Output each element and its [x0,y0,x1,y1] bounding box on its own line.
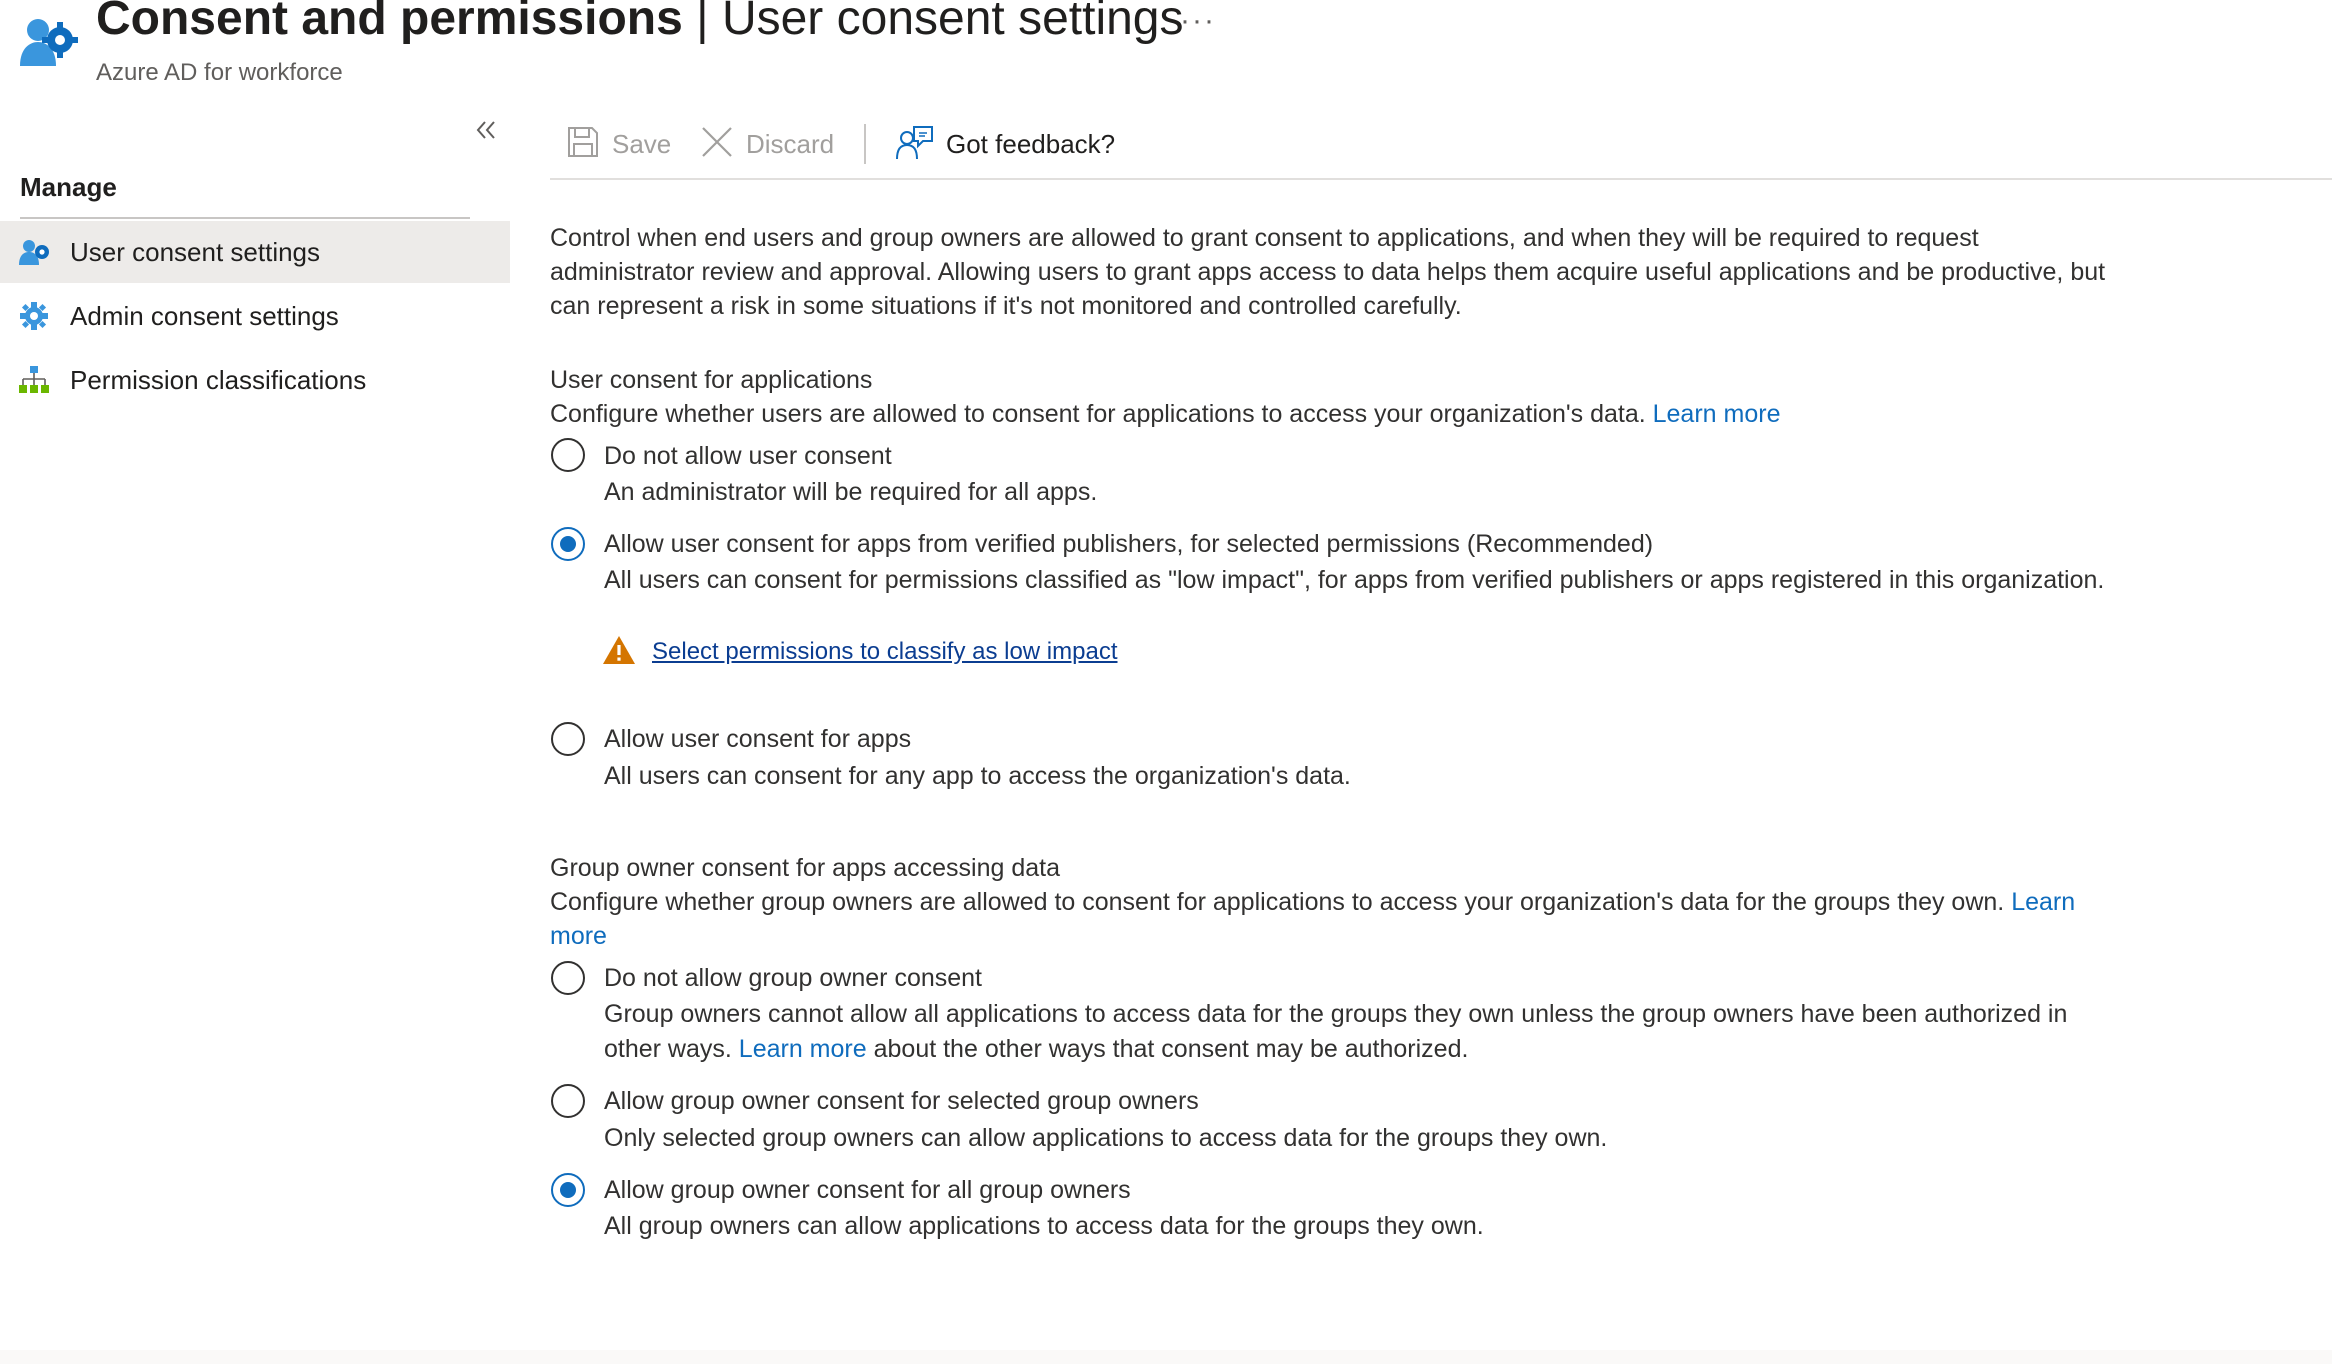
toolbar-divider [550,178,2332,180]
radio-allow-user-consent-for-apps[interactable] [551,722,585,756]
page-title [96,0,1184,48]
bottom-bar [0,1350,2332,1364]
collapse-sidebar-icon[interactable] [470,114,502,146]
intro-line-1: Control when end users and group owners are allowed to grant consent to applications, and when they will be required to request [550,224,1979,252]
toolbar-separator [864,124,866,164]
more-options-button[interactable]: ··· [1180,4,1216,37]
option-label: Allow user consent for apps [604,725,912,753]
discard-label: Discard [746,129,835,159]
option-description: Only selected group owners can allow applications to access data for the groups they own. [604,1124,1608,1152]
option-description: An administrator will be required for all apps. [604,478,1098,506]
warning-icon [602,634,636,666]
sidebar-item-label: Admin consent settings [70,301,339,331]
sidebar-section-manage: Manage [20,172,117,202]
close-icon [700,125,734,159]
radio-allow-all-group-owners[interactable] [551,1173,585,1207]
sidebar-item-permission-classifications[interactable] [0,349,510,411]
option-label: Do not allow group owner consent [604,964,983,992]
sidebar-item-user-consent-settings[interactable] [0,221,510,283]
user-consent-description-text: Configure whether users are allowed to consent for applications to access your organization's data. [550,400,1646,428]
option-description-cont [604,1032,1468,1066]
radio-do-not-allow-user-consent[interactable] [551,438,585,472]
option-label: Do not allow user consent [604,442,892,470]
option-description-text: about the other ways that consent may be authorized. [873,1035,1469,1063]
user-consent-section-title: User consent for applications [550,366,873,394]
gear-icon [18,301,50,331]
page-title-separator: | [696,0,709,45]
sidebar-divider [20,217,470,219]
feedback-icon [896,125,934,161]
page-title-main: Consent and permissions [96,0,683,45]
save-label: Save [612,129,672,159]
save-icon [566,125,600,159]
sidebar-item-label: User consent settings [70,237,321,267]
page-subtitle: Azure AD for workforce [96,59,343,86]
option-label: Allow user consent for apps from verified publishers, for selected permissions (Recommended) [604,530,1654,558]
group-consent-section-title: Group owner consent for apps accessing data [550,854,1061,882]
select-permissions-link[interactable]: Select permissions to classify as low impact [652,638,1118,665]
option-description: All group owners can allow applications to access data for the groups they own. [604,1212,1484,1240]
group-owner-learn-more-link[interactable]: Learn more [738,1035,867,1063]
radio-do-not-allow-group-owner-consent[interactable] [551,961,585,995]
sidebar-item-admin-consent-settings[interactable] [0,285,510,347]
hierarchy-icon [18,365,50,395]
intro-line-2: administrator review and approval. Allowing users to grant apps access to data helps them acquire useful applications and be productive, but [550,258,2106,286]
group-consent-description-text: Configure whether group owners are allowed to consent for applications to access your organization's data for the groups they own. [550,888,2005,916]
sidebar-item-label: Permission classifications [70,365,367,395]
page-title-sub: User consent settings [721,0,1184,45]
group-consent-learn-more-link-cont[interactable]: more [550,922,607,950]
option-label: Allow group owner consent for all group owners [604,1176,1131,1204]
consent-permissions-icon [18,14,78,70]
option-description-text: other ways. [604,1035,732,1063]
group-consent-description [550,885,2075,919]
radio-allow-verified-publishers[interactable] [551,527,585,561]
option-label: Allow group owner consent for selected group owners [604,1087,1199,1115]
got-feedback-button[interactable] [894,120,1124,166]
intro-line-3: can represent a risk in some situations if it's not monitored and controlled carefully. [550,292,1462,320]
save-button[interactable] [564,120,676,166]
group-consent-learn-more-link[interactable]: Learn [2011,888,2076,916]
got-feedback-label: Got feedback? [946,129,1116,159]
radio-allow-selected-group-owners[interactable] [551,1084,585,1118]
discard-button[interactable] [698,120,838,166]
user-consent-description [550,397,1780,431]
option-description: All users can consent for permissions classified as "low impact", for apps from verified publishers or apps registered in this organization. [604,566,2105,594]
user-consent-learn-more-link[interactable]: Learn more [1652,400,1781,428]
option-description: Group owners cannot allow all applications to access data for the groups they own unless the group owners have been authorized in [604,1000,2068,1028]
option-description: All users can consent for any app to access the organization's data. [604,762,1351,790]
user-gear-icon [18,237,50,267]
